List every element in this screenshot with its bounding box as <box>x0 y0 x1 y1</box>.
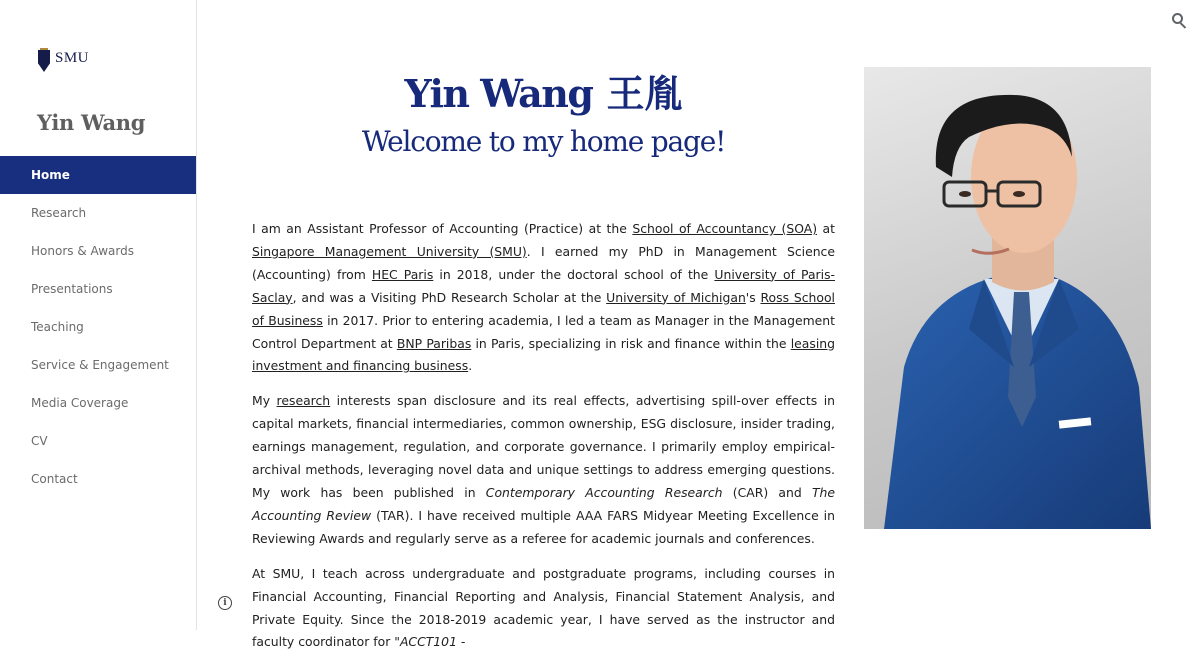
text: (TAR). I have received multiple AAA FARS Midyear Meeting Excellence in Reviewing Awards and regularly serve as a referee for academic journals and conferences. <box>252 507 835 546</box>
name-en: Yin Wang <box>404 71 593 116</box>
text: in 2018, under the doctoral school of the <box>433 266 715 282</box>
paris-saclay-link[interactable]: University of Paris-Saclay <box>252 266 836 305</box>
name-cn: 王胤 <box>606 71 683 116</box>
smu-link[interactable]: Singapore Management University (SMU) <box>252 243 527 259</box>
text: in Paris, specializing in risk and finance within the <box>471 335 791 351</box>
page-title <box>252 68 835 120</box>
journal-tar: The Accounting Review <box>252 484 835 523</box>
sidebar-item-cv[interactable] <box>0 422 196 460</box>
sidebar-item-service-engagement[interactable] <box>0 346 196 384</box>
bio-paragraph <box>252 218 835 378</box>
text: . I earned my PhD in Management Science (Accounting) from <box>252 243 835 282</box>
course-code: ACCT101 - <box>399 634 466 650</box>
hec-paris-link[interactable]: HEC Paris <box>371 266 434 282</box>
text: , and was a Visiting PhD Research Scholar at the <box>292 289 607 305</box>
sidebar <box>0 0 197 630</box>
umich-link[interactable]: University of Michigan <box>606 289 746 305</box>
ross-link[interactable]: Ross School of Business <box>252 289 835 328</box>
text: at <box>817 221 835 236</box>
sidebar-item-label: Honors & Awards <box>31 244 134 258</box>
smu-crest-icon <box>37 44 51 72</box>
text: My <box>252 393 277 409</box>
text: interests span disclosure and its real effects, advertising spill-over effects in capital markets, financial intermediaries, common ownership, ESG disclosure, insider trading, earnings management, regulation, and corporate governance. I primarily employ empirical-archival methods, leveraging novel data and unique settings to address emerging questions. My work has been published in <box>252 393 835 500</box>
info-icon[interactable]: i <box>218 596 232 610</box>
profile-photo <box>864 67 1151 529</box>
portrait-illustration <box>864 67 1151 529</box>
sidebar-item-label: Teaching <box>31 320 84 334</box>
page-header <box>252 68 835 162</box>
sidebar-item-label: CV <box>31 434 48 448</box>
text: in 2017. Prior to entering academia, I led a team as Manager in the Management Control Department at <box>252 312 835 351</box>
journal-car: Contemporary Accounting Research <box>485 484 723 500</box>
welcome-heading: Welcome to my home page! <box>361 125 726 158</box>
sidebar-nav <box>0 156 196 498</box>
text: At SMU, I teach across undergraduate and postgraduate programs, including courses in Financial Accounting, Financial Reporting and Analysis, Financial Statement Analysis, and Private Equity. Since the 2018-2019 academic year, I have served as the instructor and faculty coordinator for " <box>252 565 835 650</box>
sidebar-item-teaching[interactable] <box>0 308 196 346</box>
sidebar-item-label: Presentations <box>31 282 113 296</box>
sidebar-item-label: Contact <box>31 472 78 486</box>
sidebar-item-label: Service & Engagement <box>31 358 169 372</box>
main-content <box>252 218 835 666</box>
text: I am an Assistant Professor of Accounting (Practice) at the <box>252 221 633 236</box>
sidebar-item-media-coverage[interactable] <box>0 384 196 422</box>
sidebar-item-honors-awards[interactable] <box>0 232 196 270</box>
research-link[interactable]: research <box>276 393 331 409</box>
search-icon[interactable] <box>1172 13 1188 29</box>
sidebar-item-label: Media Coverage <box>31 396 129 410</box>
soa-link[interactable]: School of Accountancy (SOA) <box>632 221 818 236</box>
sidebar-item-research[interactable] <box>0 194 196 232</box>
teaching-paragraph <box>252 563 835 655</box>
smu-logo[interactable] <box>37 44 89 72</box>
sidebar-item-home[interactable] <box>0 156 196 194</box>
text: (CAR) and <box>722 484 812 500</box>
bnp-paribas-link[interactable]: BNP Paribas <box>396 335 472 351</box>
leasing-link[interactable]: leasing investment and financing business <box>252 335 835 374</box>
sidebar-item-presentations[interactable] <box>0 270 196 308</box>
logo-text: SMU <box>55 49 90 66</box>
sidebar-item-contact[interactable] <box>0 460 196 498</box>
sidebar-item-label: Home <box>31 168 70 182</box>
site-title[interactable]: Yin Wang <box>37 110 146 135</box>
research-paragraph <box>252 390 835 550</box>
text: 's <box>745 289 761 305</box>
sidebar-item-label: Research <box>31 206 87 220</box>
text: . <box>468 358 473 374</box>
